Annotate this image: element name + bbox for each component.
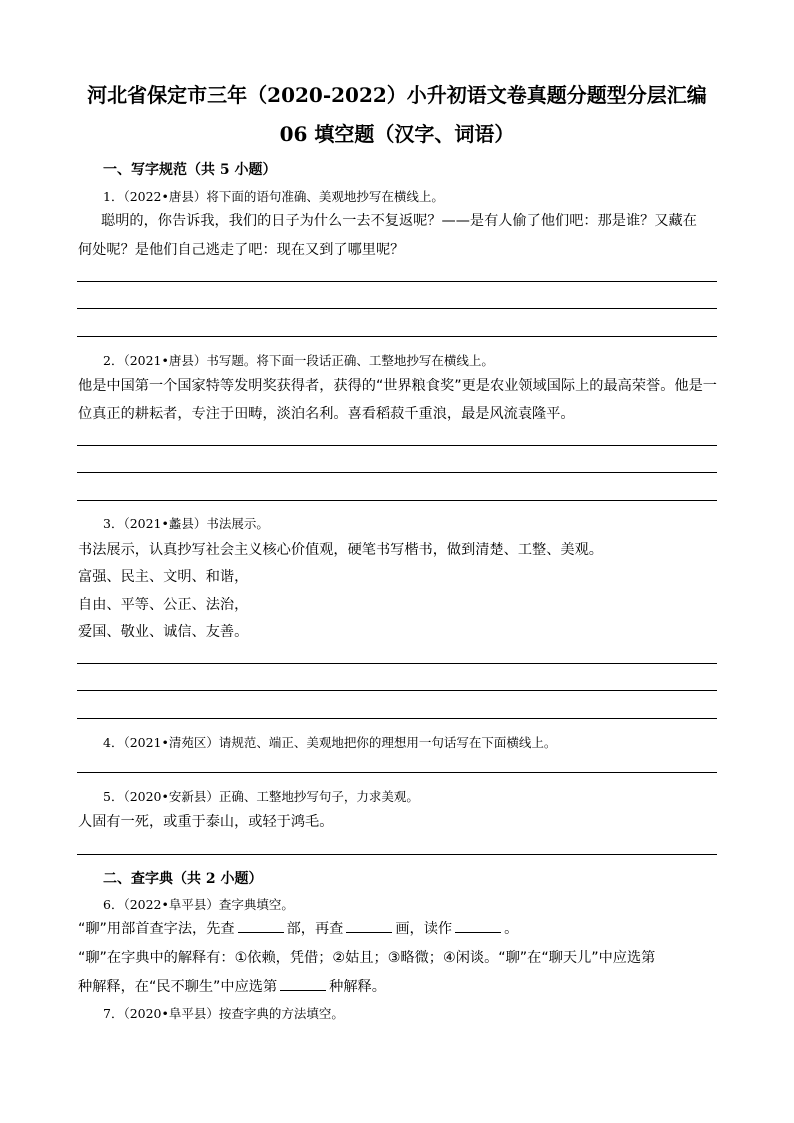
- question-5-text-line1: 人固有一死，或重于泰山，或轻于鸿毛。: [78, 814, 334, 830]
- question-3-text-line4: 爱国、敬业、诚信、友善。: [78, 624, 249, 640]
- question-6-line3: [78, 976, 386, 997]
- question-6-line1: [78, 918, 518, 939]
- question-6-text: 。: [504, 921, 519, 937]
- answer-line[interactable]: [77, 772, 717, 773]
- answer-line[interactable]: [77, 854, 717, 855]
- fill-blank-radical[interactable]: [238, 918, 284, 933]
- question-6-text: 画，读作: [395, 921, 453, 937]
- answer-line[interactable]: [77, 445, 717, 446]
- question-1-stem: 1．（2022•唐县）将下面的语句准确、美观地抄写在横线上。: [103, 189, 444, 204]
- question-3-stem: 3．（2021•蠡县）书法展示。: [103, 516, 269, 531]
- question-1-text-line1: 聪明的，你告诉我，我们的日子为什么一去不复返呢？——是有人偷了他们吧：那是谁？又藏在: [101, 213, 697, 229]
- section-heading-writing: 一、写字规范（共 5 小题）: [103, 162, 277, 178]
- question-7-stem: 7．（2020•阜平县）按查字典的方法填空。: [103, 1006, 344, 1021]
- question-6-line2: “聊”在字典中的解释有：①依赖，凭借；②姑且；③略微；④闲谈。“聊”在“聊天儿”中应选第: [78, 950, 656, 966]
- answer-line[interactable]: [77, 281, 717, 282]
- question-3-text-line1: 书法展示，认真抄写社会主义核心价值观，硬笔书写楷书，做到清楚、工整、美观。: [78, 542, 603, 558]
- question-6-text: “聊”用部首查字法，先查: [78, 921, 235, 937]
- section-heading-dictionary: 二、查字典（共 2 小题）: [103, 871, 263, 887]
- question-3-text-line2: 富强、民主、文明、和谐，: [78, 569, 249, 585]
- question-2-stem: 2．（2021•唐县）书写题。将下面一段话正确、工整地抄写在横线上。: [103, 353, 494, 368]
- question-5-stem: 5．（2020•安新县）正确、工整地抄写句子，力求美观。: [103, 789, 419, 804]
- question-3-text-line3: 自由、平等、公正、法治，: [78, 597, 249, 613]
- page-subtitle: 06 填空题（汉字、词语）: [279, 122, 515, 146]
- question-6-stem: 6．（2022•阜平县）查字典填空。: [103, 897, 294, 912]
- answer-line[interactable]: [77, 500, 717, 501]
- fill-blank-meaning[interactable]: [280, 976, 326, 991]
- question-4-stem: 4．（2021•清苑区）请规范、端正、美观地把你的理想用一句话写在下面横线上。: [103, 735, 557, 750]
- answer-line[interactable]: [77, 336, 717, 337]
- question-2-text-line2: 位真正的耕耘者，专注于田畴，淡泊名利。喜看稻菽千重浪，最是风流袁隆平。: [78, 406, 575, 422]
- answer-line[interactable]: [77, 718, 717, 719]
- question-6-text: 部，再查: [286, 921, 344, 937]
- fill-blank-strokes[interactable]: [346, 918, 392, 933]
- question-2-text-line1: 他是中国第一个国家特等发明奖获得者，获得的“世界粮食奖”更是农业领域国际上的最高荣誉。他是一: [78, 378, 717, 394]
- question-6-text: 种解释。: [329, 979, 386, 995]
- answer-line[interactable]: [77, 472, 717, 473]
- answer-line[interactable]: [77, 690, 717, 691]
- page-title: 河北省保定市三年（2020-2022）小升初语文卷真题分题型分层汇编: [87, 83, 707, 107]
- question-1-text-line2: 何处呢？是他们自己逃走了吧：现在又到了哪里呢？: [78, 242, 405, 258]
- answer-line[interactable]: [77, 663, 717, 664]
- answer-line[interactable]: [77, 308, 717, 309]
- fill-blank-pinyin[interactable]: [455, 918, 501, 933]
- question-6-text: 种解释，在“民不聊生”中应选第: [78, 979, 278, 995]
